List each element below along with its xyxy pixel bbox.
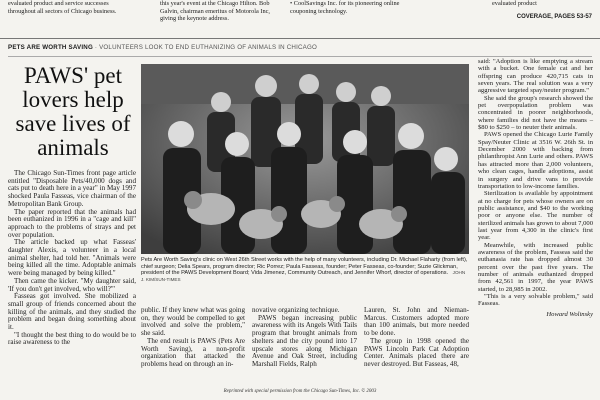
byline: Howard Wolinsky <box>546 310 593 318</box>
article-paragraph: said: "Adoption is like emptying a stream with a bucket. One female cat and her offspring can produce 420,715 cats in seven years. The real solution was a very aggressive targeted spay/neuter program." <box>478 58 593 95</box>
article-paragraph: Then came the kicker. "My daughter said, 'If you don't get involved, who will?'" <box>8 276 136 293</box>
reprint-notice: Reprinted with special permission from the Chicago Sun-Times, Inc. © 2003 <box>223 389 377 394</box>
caption-text: Pets Are Worth Saving's clinic on West 26th Street works with the help of many volunteers, including Dr. Michael Flaharty (from left), chief surgeon; Delia Spears, program director; Ric Porrez; Paula Fasseas, founder; Peter Fasseas, co-founder; Suzie Glickman, president of the PAWS Development Board; Vida Jimenez, Community Outreach, and Jennifer Whorf, director of operations. <box>141 257 468 277</box>
section-kicker: PETS ARE WORTH SAVING · VOLUNTEERS LOOK TO END EUTHANIZING OF ANIMALS IN CHICAGO <box>8 44 318 51</box>
article-col3 <box>252 307 357 369</box>
article-paragraph: "This is a very solvable problem," said Fasseas. <box>478 293 593 308</box>
article-paragraph: Sterilization is available by appointment at no charge for pets whose owners are on public assistance, and $40 to the working poor or anyone else. The number of sterilized animals has grown to about 7,000 last year from 4,300 in the clinic's first year. <box>478 190 593 242</box>
kicker-subhead: VOLUNTEERS LOOK TO END EUTHANIZING OF ANIMALS IN CHICAGO <box>99 44 318 51</box>
photo-credit: JOHN J. KIM/SUN-TIMES <box>141 270 466 282</box>
article-paragraph: Lauren, St. John and Nieman-Marcus. Customers adopted more than 100 animals, but more needed to be done. <box>364 306 469 338</box>
kicker-section: PETS ARE WORTH SAVING <box>8 44 93 51</box>
article-col2 <box>141 307 245 369</box>
article-col5 <box>478 58 593 318</box>
article-paragraph: novative organizing technique. <box>252 306 340 314</box>
top-strip-col1: evaluated product and service successes throughout all sectors of Chicago business. <box>8 0 117 15</box>
article-paragraph: The article backed up what Fasseas' daughter Alexis, a volunteer in a local animal shelter, had told her. "Animals were being killed all the time. Adoptable animals were being managed by being killed." <box>8 238 136 278</box>
top-strip-col2: this year's event at the Chicago Hilton. Bob Galvin, chairman emeritus of Motorola Inc, giving the keynote address. <box>160 0 270 22</box>
article-paragraph: The group in 1998 opened the PAWS Lincoln Park Cat Adoption Center. Animals placed there are never destroyed. But Fasseas, 48, <box>364 336 469 368</box>
article-paragraph: The Chicago Sun-Times front page article entitled "Disposable Pets/40,000 dogs and cats put to death here in a year" in May 1997 shocked Paula Fasseas, vice chairman of the Metropolitan Bank Group. <box>8 169 136 208</box>
top-strip-col3: • CoolSavings Inc. for its pioneering online couponing technology. <box>290 0 400 15</box>
article-paragraph: "I thought the best thing to do would be to raise awareness to the <box>8 330 136 347</box>
article-paragraph: PAWS opened the Chicago Lurie Family Spay/Neuter Clinic at 3516 W. 26th St. in December 2000 with backing from philanthropist Ann Lurie and others. PAWS has attracted more than 2,000 volunteers, who clean cages, handle adoptions, assist in surgery and drive vans to provide transportation to low-income families. <box>478 131 593 190</box>
article-col4 <box>364 307 469 369</box>
coverage-label: COVERAGE, PAGES 53-57 <box>516 14 592 20</box>
article-paragraph: She said the group's research showed the pet overpopulation problem was concentrated in poorer neighborhoods, where families did not have the means – $80 to $250 – to neuter their animals. <box>478 94 593 132</box>
article-paragraph: public. If they knew what was going on, they would be compelled to get involved and solve the problem," she said. <box>141 306 245 338</box>
headline: PAWS' pet lovers help save lives of animals <box>15 63 131 160</box>
kicker-rule <box>8 56 592 57</box>
article-paragraph: The end result is PAWS (Pets Are Worth Saving), a non-profit organization that attacked the problems head on through an in- <box>141 336 245 368</box>
article-paragraph: Fasseas got involved. She mobilized a small group of friends concerned about the killing of the animals, and they studied the problem and began doing something about it. <box>8 292 136 332</box>
article-paragraph: Meanwhile, with increased public awareness of the problem, Fasseas said the euthanasia rate has dropped almost 30 percent over the past five years. The number of animals euthanized dropped from 42,561 in 1997, the year PAWS started, to 28,985 in 2002. <box>478 241 593 293</box>
volunteers-photo-illustration <box>141 64 469 254</box>
top-rule <box>0 38 600 39</box>
volunteers-photo <box>141 64 469 254</box>
article-paragraph: PAWS began increasing public awareness with its Angels With Tails program that brought animals from shelters and the city pound into 17 upscale stores along Michigan Avenue and Oak Street, including Marshall Fields, Ralph <box>252 313 357 368</box>
article-col1 <box>8 170 136 347</box>
article-paragraph: The paper reported that the animals had been euthanized in 1996 in a "cage and kill" approach to the problems of strays and pet over population. <box>8 207 136 239</box>
top-strip-col4: evaluated product <box>492 0 537 7</box>
photo-caption <box>141 257 469 283</box>
